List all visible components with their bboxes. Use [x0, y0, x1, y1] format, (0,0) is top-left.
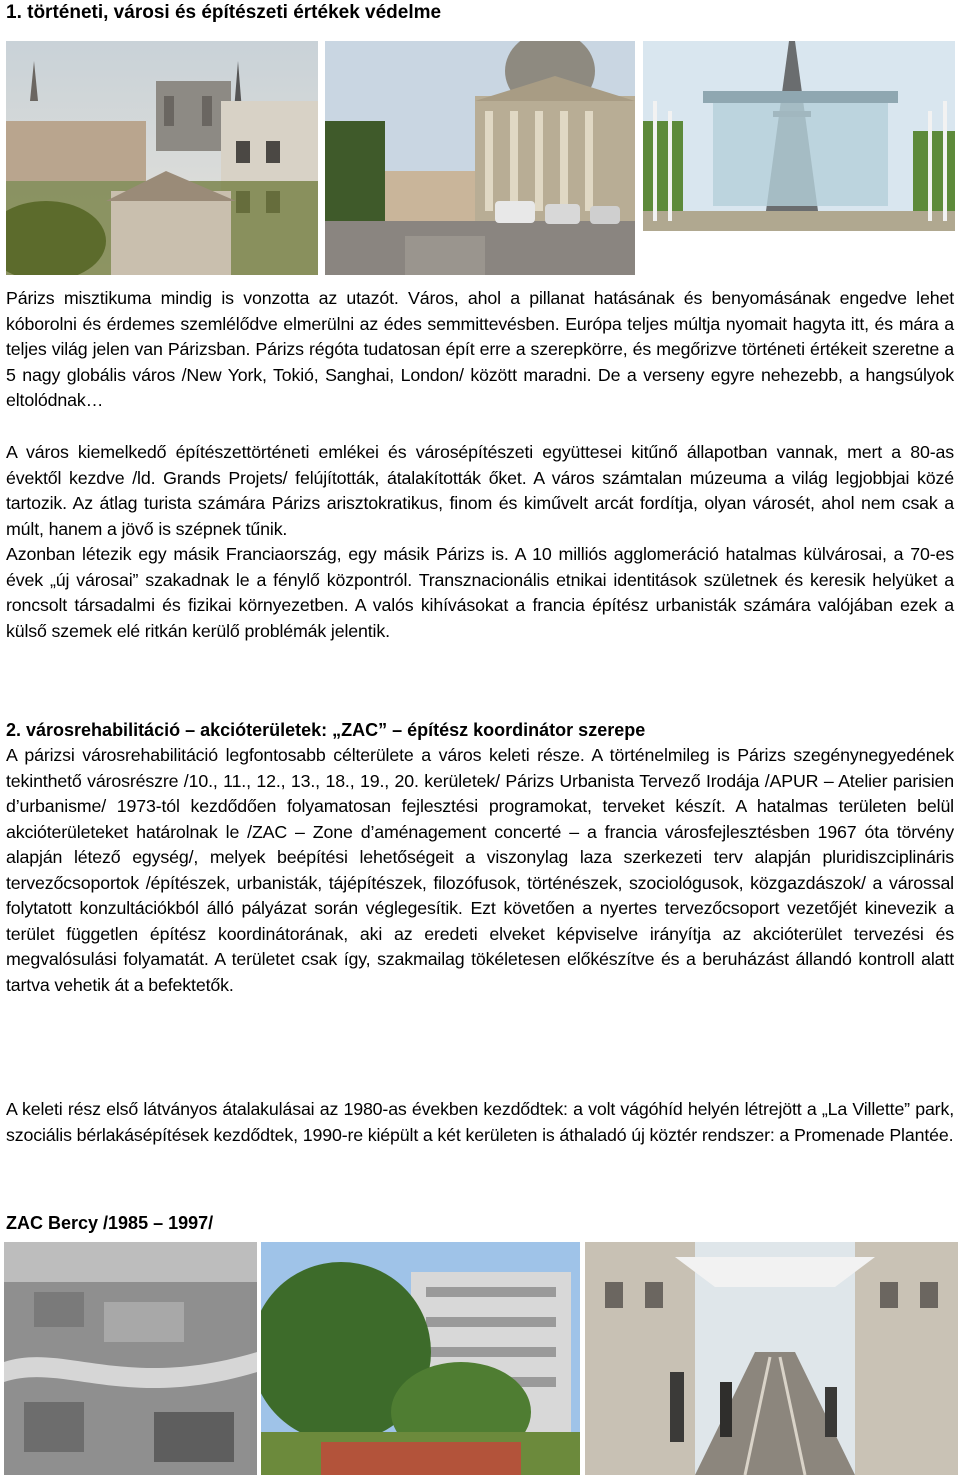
bottom-photo-row	[4, 1242, 958, 1475]
photo-pantheon-street	[325, 41, 635, 275]
photo-bercy-village-street	[585, 1242, 958, 1475]
photo-bercy-park-buildings	[261, 1242, 580, 1475]
section-2-heading: 2. városrehabilitáció – akcióterületek: „ZAC” – építész koordinátor szerepe	[6, 720, 646, 740]
top-photo-row	[6, 41, 955, 275]
section-2-paragraph-1: A párizsi városrehabilitáció legfontosabb célterülete a város keleti része. A történelmileg is Párizs szegénynegyedének tekinthető városrészre /10., 11., 12., 13., 18., 19., 20. kerületek/ Párizs Urbanista Tervező Irodája /APUR – Atelier parisien d’urbanisme/ 1973-tól kezdődően folyamatosan fejlesztési programokat, terveket készít. A hatalmas területen belül akcióterületeket határolnak le /ZAC – Zone d’aménagement concerté – a francia városfejlesztésben 1967 óta törvény alapján létező egység/, melyek beépítési lehetőségeit a viszonylag laza szerkezeti terv alapján pluridiszciplináris tervezőcsoportok /építészek, urbanisták, tájépítészek, filozófusok, történészek, szociológusok, közgazdászok/ a várossal folytatott konzultációkból álló pályázat során véglegesítik. Ezt követően a nyertes tervezőcsoport vezetőjét kinevezik a terület független építész koordinátorának, aki az eredeti elveket képviselve irányítja az akcióterület tervezési és megvalósulási folyamatát. A területet csak így, szakmailag tökéletesen előkészítve és a beruházást állandó kontroll alatt tartva vehetik át a befektetők.	[6, 745, 954, 995]
photo-notre-dame-rooftops	[6, 41, 318, 275]
section-3-heading: ZAC Bercy /1985 – 1997/	[6, 1213, 214, 1233]
section-1-paragraph-2: A város kiemelkedő építészettörténeti emlékei és városépítészeti együttesei kitűnő állapotban vannak, mert a 80-as évektől kezdve /ld. Grands Projets/ felújították, átalakították őket. A város számtalan múzeuma a világ legjobbjai közé tartozik. Az átlag turista számára Párizs arisztokratikus, finom és kiművelt arcát fordítja, olyan városét, ahol nem csak a múlt, hanem a jövő is szépnek tűnik.	[6, 442, 954, 539]
photo-eiffel-tower-wall	[643, 41, 955, 231]
section-1-paragraph-3: Azonban létezik egy másik Franciaország, egy másik Párizs is. A 10 milliós agglomeráció hatalmas külvárosai, a 70-es évek „új városai” szakadnak le a fénylő központról. Transznacionális etnikai identitások születnek és keresik helyüket a roncsolt társadalmi és fizikai környezetben. A valós kihívásokat a francia építész urbanisták számára valójában ezek a külső szemek elé ritkán kerülő problémák jelentik.	[6, 544, 954, 641]
photo-bercy-aerial	[4, 1242, 257, 1475]
section-2-paragraph-2: A keleti rész első látványos átalakulásai az 1980-as években kezdődtek: a volt vágóhíd helyén létrejött a „La Villette” park, szociális bérlakásépítések kezdődtek, 1990-re kiépült a két kerületen is áthaladó új köztér rendszer: a Promenade Plantée.	[6, 1099, 954, 1145]
section-1-paragraph-1: Párizs misztikuma mindig is vonzotta az utazót. Város, ahol a pillanat hatásának és benyomásának engedve lehet kóborolni és érdemes szemlélődve elmerülni az édes semmittevésben. Európa teljes múltja nyomait hagyta itt, és mára a teljes világ jelen van Párizsban. Párizs régóta tudatosan épít erre a szerepkörre, és megőrizve történeti értékeit szeretne a 5 nagy globális város /New York, Tokió, Sanghai, London/ között maradni. De a verseny egyre nehezebb, a hangsúlyok eltolódnak…	[6, 288, 954, 410]
section-1-heading: 1. történeti, városi és építészeti értékek védelme	[6, 2, 442, 23]
